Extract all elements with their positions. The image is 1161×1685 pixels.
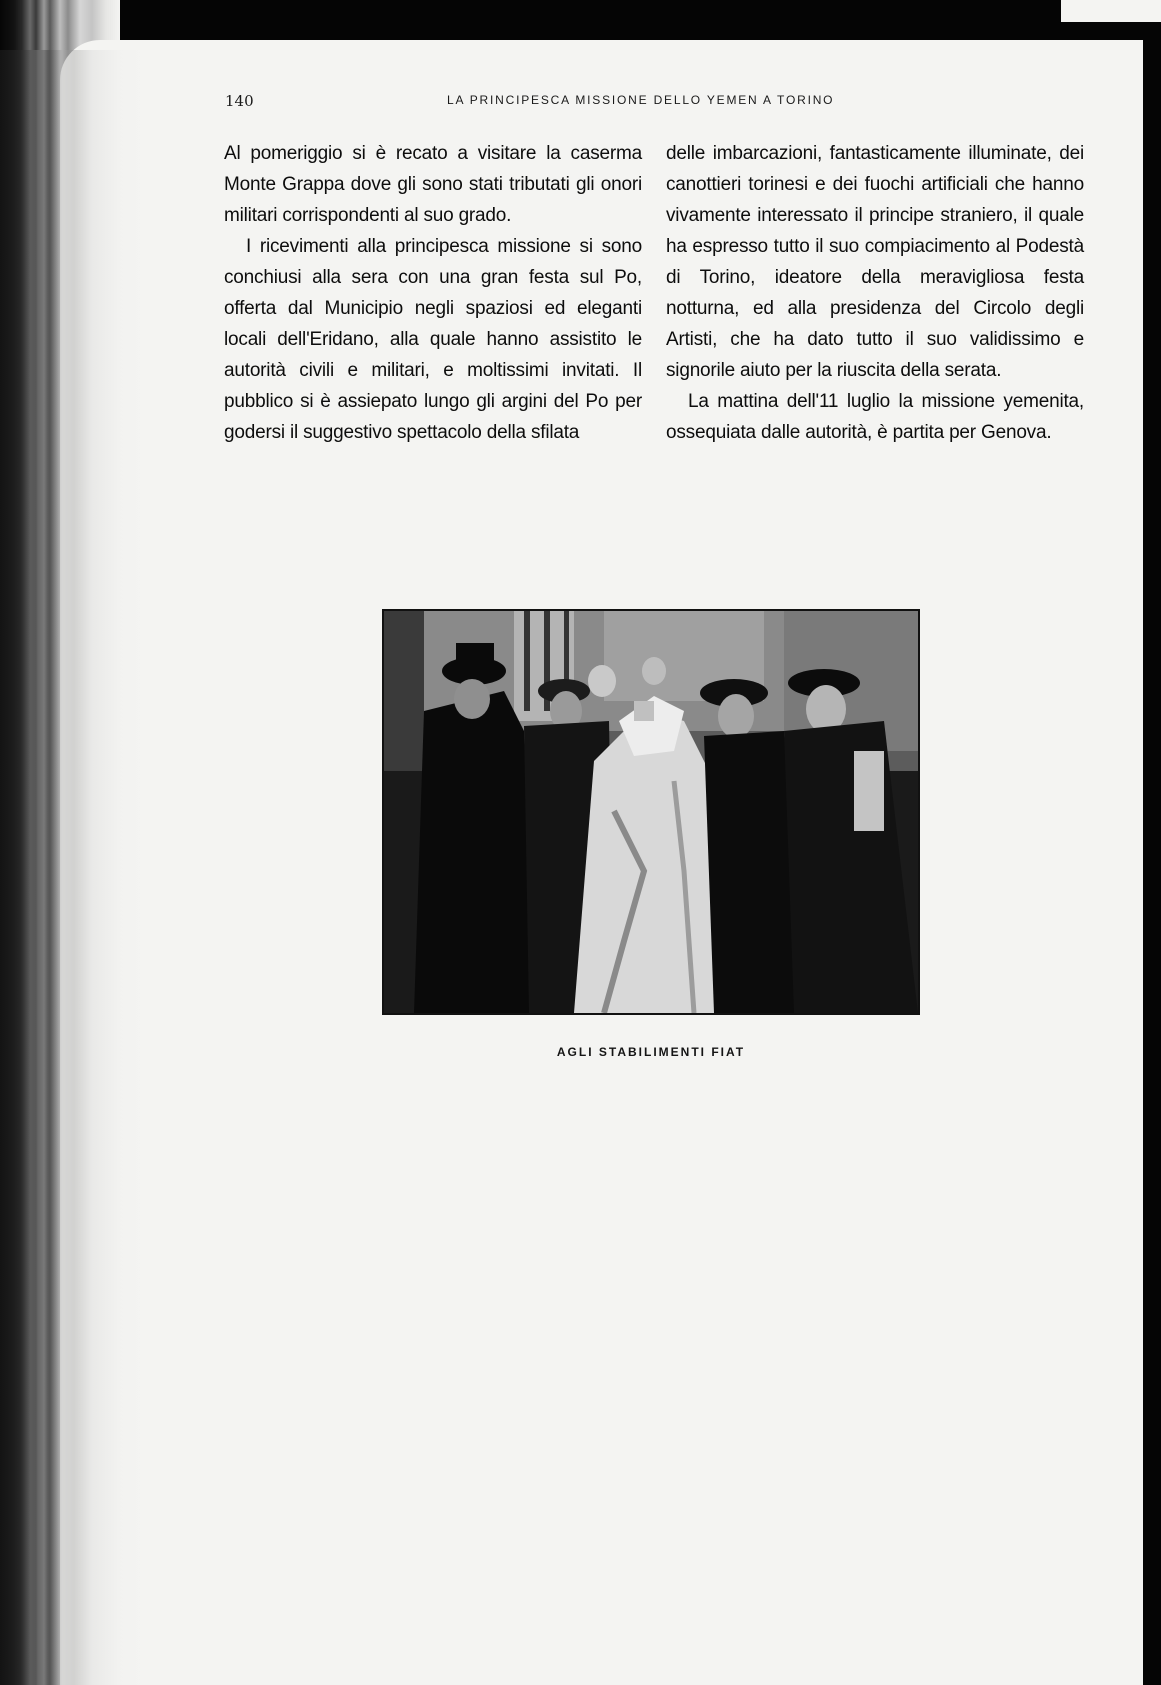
text-column-right	[666, 138, 1084, 448]
scan-border-right	[1143, 40, 1161, 1685]
scan-border-top	[0, 0, 1161, 40]
running-title: LA PRINCIPESCA MISSIONE DELLO YEMEN A TORINO	[447, 93, 835, 107]
figure-caption: AGLI STABILIMENTI FIAT	[556, 1045, 746, 1059]
text-column-left	[224, 138, 642, 448]
page-gutter-shadow	[0, 50, 150, 1685]
paragraph: delle imbarcazioni, fantasticamente illuminate, dei canottieri torinesi e dei fuochi artificiali che hanno vivamente interessato il principe straniero, il quale ha espresso tutto il suo compiacimento al Podestà di Torino, ideatore della meravigliosa festa notturna, ed alla presidenza del Circolo degli Artisti, che ha dato tutto il suo validissimo e signorile aiuto per la riuscita della serata.	[666, 143, 1084, 381]
photograph	[382, 609, 920, 1015]
paragraph: Al pomeriggio si è recato a visitare la caserma Monte Grappa dove gli sono stati tributati gli onori militari corrispondenti al suo grado.	[224, 143, 642, 226]
paragraph: I ricevimenti alla principesca missione si sono conchiusi alla sera con una gran festa sul Po, offerta dal Municipio negli spaziosi ed eleganti locali dell'Eridano, alla quale hanno assistito le autorità civili e militari, e moltissimi invitati. Il pubblico si è assiepato lungo gli argini del Po per godersi il suggestivo spettacolo della sfilata	[224, 236, 642, 443]
photo-crowd-image	[384, 611, 918, 1013]
paragraph: La mattina dell'11 luglio la missione yemenita, ossequiata dalle autorità, è partita per Genova.	[666, 391, 1084, 443]
page-number: 140	[225, 92, 254, 110]
scan-corner	[1061, 0, 1161, 22]
running-head	[225, 92, 1085, 116]
